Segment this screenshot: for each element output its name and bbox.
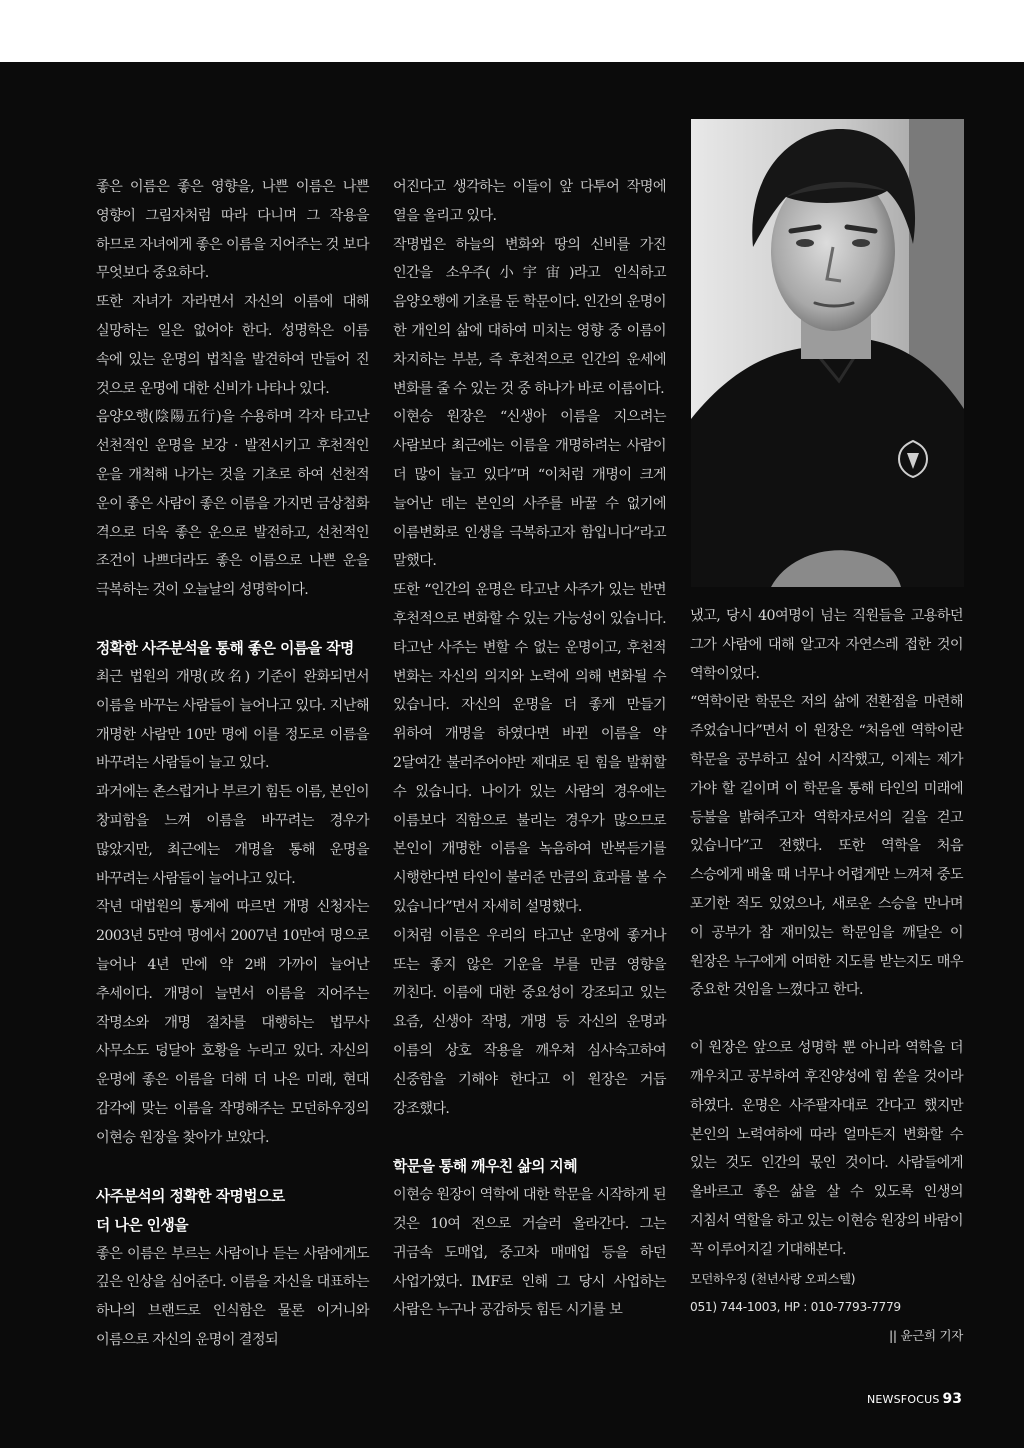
- reporter-byline: || 윤근희 기자: [888, 1328, 963, 1344]
- paragraph: 이현승 원장이 역학에 대한 학문을 시작하게 된 것은 10여 전으로 거슬러 올라간다. 그는 귀금속 도매업, 중고차 매매업 등을 하던 사업가였다. IMF로 인해 그 당시 사업하는 사람은 누구나 공감하듯 힘든 시기를 보: [393, 1187, 666, 1319]
- magazine-name: NEWSFOCUS: [866, 1393, 940, 1406]
- section-heading: 더 나은 인생을: [96, 1216, 189, 1234]
- section-heading: 사주분석의 정확한 작명법으로: [96, 1187, 285, 1205]
- paragraph: 어진다고 생각하는 이들이 앞 다투어 작명에 열을 올리고 있다.: [393, 179, 666, 224]
- paragraph: 좋은 이름은 좋은 영향을, 나쁜 이름은 나쁜 영향이 그림자처럼 따라 다니며 그 작용을 하므로 자녀에게 좋은 이름을 지어주는 것 보다 무엇보다 중요하다.: [96, 179, 369, 282]
- article-column-2: [393, 173, 666, 1325]
- paragraph: 이현승 원장은 “신생아 이름을 지으려는 사람보다 최근에는 이름을 개명하려는 사람이 더 많이 늘고 있다”며 “이처럼 개명이 크게 늘어난 데는 본인의 사주를 바꿀 수 없기에 이름변화로 인생을 극복하고자 함입니다”라고 말했다.: [393, 409, 666, 570]
- portrait-photo: [691, 119, 964, 587]
- paragraph: 작명법은 하늘의 변화와 땅의 신비를 가진 인간을 소우주(小宇宙)라고 인식하고 음양오행에 기초를 둔 학문이다. 인간의 운명이 한 개인의 삶에 대하여 미치는 영향 중 이름이 차지하는 부분, 즉 후천적으로 인간의 운세에 변화를 줄 수 있는 것 중 하나가 바로 이름이다.: [393, 236, 666, 397]
- paragraph: 좋은 이름은 부르는 사람이나 듣는 사람에게도 깊은 인상을 심어준다. 이름을 자신을 대표하는 하나의 브랜드로 인식함은 물론 이거니와 이름으로 자신의 운명이 결정되: [96, 1245, 369, 1348]
- paragraph: “역학이란 학문은 저의 삶에 전환점을 마련해 주었습니다”면서 이 원장은 “처음엔 역학이란 학문을 공부하고 싶어 시작했고, 이제는 제가 가야 할 길이며 이 학문을 통해 타인의 미래에 등불을 밝혀주고자 역학자로서의 길을 걷고 있습니다”고 전했다. 또한 역학을 처음 스승에게 배울 때 너무나 어렵게만 느껴져 중도 포기한 적도 있었으나, 새로운 스승을 만나며 이 공부가 참 재미있는 학문임을 깨달은 이 원장은 누구에게 어떠한 지도를 받는지도 매우 중요한 것임을 느꼈다고 한다.: [690, 694, 963, 999]
- portrait-icon: [691, 119, 964, 587]
- contact-name: 모던하우징 (천년사랑 오피스텔): [690, 1271, 856, 1286]
- page-number: 93: [942, 1391, 962, 1407]
- paragraph: 또한 “인간의 운명은 타고난 사주가 있는 반면 후천적으로 변화할 수 있는 가능성이 있습니다. 타고난 사주는 변할 수 없는 운명이고, 후천적 변화는 자신의 의지와 노력에 의해 변화될 수 있습니다. 자신의 운명을 더 좋게 만들기 위하여 개명을 하였다면 바뀐 이름을 약 2달여간 불러주어야만 제대로 된 힘을 발휘할 수 있습니다. 나이가 있는 사람의 경우에는 이름보다 직함으로 불리는 경우가 많으므로 본인이 개명한 이름을 녹음하여 반복듣기를 시행한다면 타인이 불러준 만큼의 효과를 볼 수 있습니다”면서 자세히 설명했다.: [393, 582, 666, 915]
- paragraph: 최근 법원의 개명(改名) 기준이 완화되면서 이름을 바꾸는 사람들이 늘어나고 있다. 지난해 개명한 사람만 10만 명에 이를 정도로 이름을 바꾸려는 사람들이 늘고 있다.: [96, 668, 369, 772]
- section-heading: 정확한 사주분석을 통해 좋은 이름을 작명: [96, 639, 354, 657]
- paragraph: 작년 대법원의 통계에 따르면 개명 신청자는 2003년 5만여 명에서 2007년 10만여 명으로 늘어나 4년 만에 약 2배 가까이 늘어난 추세이다. 개명이 늘면서 이름을 지어주는 작명소와 개명 절차를 대행하는 법무사 사무소도 덩달아 호황을 누리고 있다. 자신의 운명에 좋은 이름을 더해 더 나은 미래, 현대 감각에 맞는 이름을 작명해주는 모던하우징의 이현승 원장을 찾아가 보았다.: [96, 899, 369, 1146]
- page-footer: [867, 1388, 962, 1407]
- article-column-3: [690, 602, 963, 1351]
- paragraph: 이 원장은 앞으로 성명학 뿐 아니라 역학을 더 깨우치고 공부하여 후진양성에 힘 쏟을 것이라 하였다. 운명은 사주팔자대로 간다고 했지만 본인의 노력여하에 따라 얼마든지 변화할 수 있는 것도 인간의 몫인 것이다. 사람들에게 올바르고 좋은 삶을 살 수 있도록 인생의 지침서 역할을 하고 있는 이현승 원장의 바람이 꼭 이루어지길 기대해본다.: [690, 1040, 963, 1258]
- paragraph: 과거에는 촌스럽거나 부르기 힘든 이름, 본인이 창피함을 느껴 이름을 바꾸려는 경우가 많았지만, 최근에는 개명을 통해 운명을 바꾸려는 사람들이 늘어나고 있다.: [96, 784, 369, 887]
- contact-phone: 051) 744-1003, HP : 010-7793-7779: [690, 1300, 901, 1315]
- section-heading: 학문을 통해 깨우친 삶의 지혜: [393, 1158, 578, 1176]
- paragraph: 냈고, 당시 40여명이 넘는 직원들을 고용하던 그가 사람에 대해 알고자 자연스레 접한 것이 역학이었다.: [690, 608, 963, 682]
- paragraph: 또한 자녀가 자라면서 자신의 이름에 대해 실망하는 일은 없어야 한다. 성명학은 이름 속에 있는 운명의 법칙을 발견하여 만들어 진 것으로 운명에 대한 신비가 나타나 있다.: [96, 294, 369, 397]
- paragraph: 이처럼 이름은 우리의 타고난 운명에 좋거나 또는 좋지 않은 기운을 부를 만큼 영향을 끼친다. 이름에 대한 중요성이 강조되고 있는 요즘, 신생아 작명, 개명 등 자신의 운명과 이름의 상호 작용을 깨우쳐 심사숙고하여 신중함을 기해야 한다고 이 원장은 거듭 강조했다.: [393, 927, 666, 1117]
- paragraph: 음양오행(陰陽五行)을 수용하며 각자 타고난 선천적인 운명을 보강 · 발전시키고 후천적인 운을 개척해 나가는 것을 기초로 하여 선천적 운이 좋은 사람이 좋은 이름을 가지면 금상첨화 격으로 더욱 좋은 운으로 발전하고, 선천적인 조건이 나쁘더라도 좋은 이름으로 나쁜 운을 극복하는 것이 오늘날의 성명학이다.: [96, 409, 369, 599]
- article-column-1: [96, 173, 369, 1355]
